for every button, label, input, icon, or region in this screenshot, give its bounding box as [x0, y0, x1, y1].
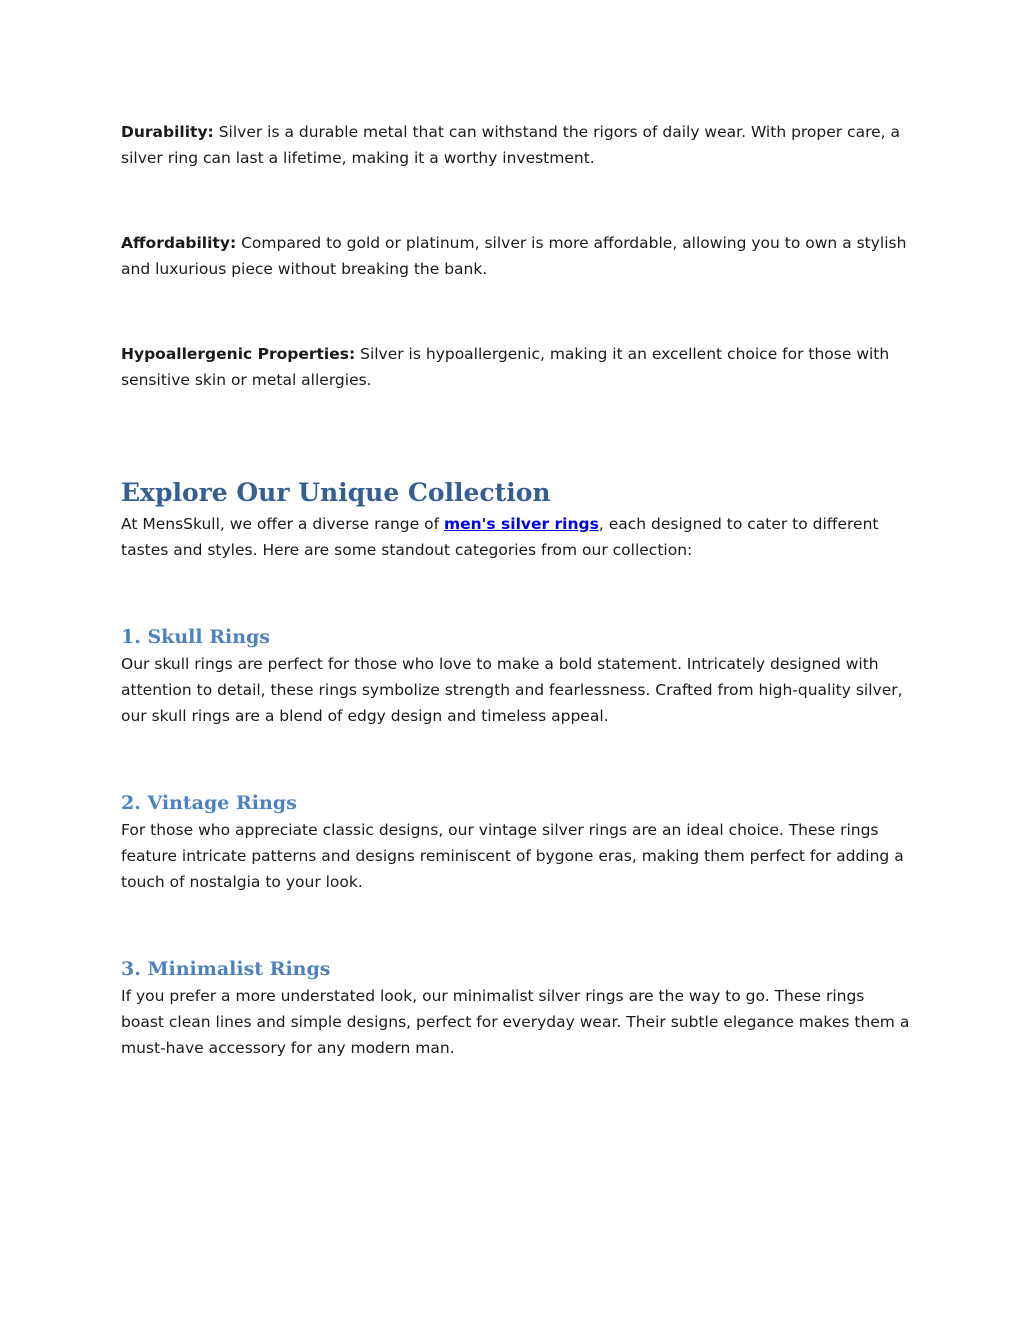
skull-rings-heading: 1. Skull Rings: [121, 626, 271, 648]
minimalist-rings-heading: 3. Minimalist Rings: [121, 958, 331, 980]
benefit-label: Affordability:: [121, 234, 237, 252]
intro-text-after: , each designed to cater to different tastes and styles. Here are some standout categories from our collection:: [121, 515, 879, 559]
skull-rings-text: Our skull rings are perfect for those who love to make a bold statement. Intricately designed with attention to detail, these rings symbolize strength and fearlessness. Crafted from high-quality silver, our skull rings are a blend of edgy design and timeless appeal.: [121, 655, 903, 725]
benefit-text: Silver is a durable metal that can withstand the rigors of daily wear. With proper care, a silver ring can last a lifetime, making it a worthy investment.: [121, 123, 901, 167]
vintage-rings-heading: 2. Vintage Rings: [121, 792, 297, 814]
collection-heading: Explore Our Unique Collection: [121, 478, 551, 507]
vintage-rings-text: For those who appreciate classic designs, our vintage silver rings are an ideal choice. These rings feature intricate patterns and designs reminiscent of bygone eras, making them perfect for adding a touch of nostalgia to your look.: [121, 821, 904, 891]
collection-intro: [121, 511, 911, 563]
benefit-affordability: [121, 230, 911, 282]
benefit-text: Silver is hypoallergenic, making it an excellent choice for those with sensitive skin or metal allergies.: [121, 345, 890, 389]
minimalist-rings-text: If you prefer a more understated look, our minimalist silver rings are the way to go. These rings boast clean lines and simple designs, perfect for everyday wear. Their subtle elegance makes them a must-have accessory for any modern man.: [121, 987, 910, 1057]
benefit-label: Hypoallergenic Properties:: [121, 345, 356, 363]
benefit-text: Compared to gold or platinum, silver is more affordable, allowing you to own a stylish and luxurious piece without breaking the bank.: [121, 234, 907, 278]
benefit-label: Durability:: [121, 123, 214, 141]
benefit-hypoallergenic: [121, 341, 911, 393]
intro-text-before: At MensSkull, we offer a diverse range of: [121, 515, 444, 533]
mens-silver-rings-link[interactable]: men's silver rings: [443, 515, 599, 533]
benefit-durability: [121, 119, 911, 171]
